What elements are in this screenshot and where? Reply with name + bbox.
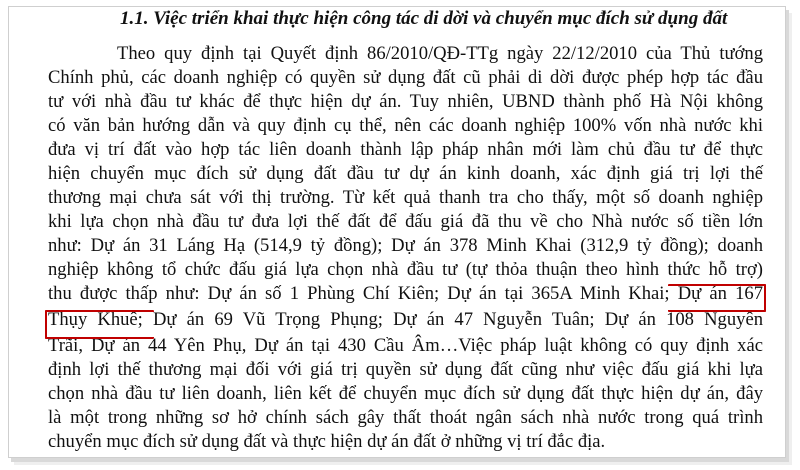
paragraph-line: chuyển mục đích sử dụng đất và thực hiện dự án đất ở những vị trí đắc địa. (48, 431, 606, 452)
paragraph-line: định lợi thế thương mại đối với giá trị quyền sử dụng đất cũng như việc đấu giá khi lựa (48, 359, 763, 380)
paragraph-line: Trãi, Dự án 44 Yên Phụ, Dự án tại 430 Cầu Âm…Việc pháp luật không có quy định xác (48, 335, 763, 356)
paragraph-line: như: Dự án 31 Láng Hạ (514,9 tỷ đồng); Dự án 378 Minh Khai (312,9 tỷ đồng); doanh (48, 235, 763, 256)
paragraph-line: chọn nhà đầu tư liên doanh, liên kết để chuyển mục đích sử dụng đất thực hiện dự án, đây (48, 383, 763, 404)
paragraph-line: khi lựa chọn nhà đầu tư đưa lợi thế đất để đấu giá đã thu về cho Nhà nước số tiền lớn (48, 211, 763, 232)
paragraph-line: nghiệp không tổ chức đấu giá lựa chọn nhà đầu tư (tự thỏa thuận theo hình thức hỗ trợ) (48, 259, 763, 280)
paragraph-line: đưa vị trí đất vào hợp tác liên doanh thành lập pháp nhân mới làm chủ đầu tư để thực (48, 139, 763, 160)
paragraph-line: hiện chuyển mục đích sử dụng đất đầu tư dự án kinh doanh, xác định giá trị lợi thế (48, 163, 763, 184)
section-heading: 1.1. Việc triển khai thực hiện công tác di dời và chuyển mục đích sử dụng đất (120, 8, 728, 29)
paragraph-line: thu được thấp như: Dự án số 1 Phùng Chí Kiên; Dự án tại 365A Minh Khai; Dự án 167 (48, 283, 763, 304)
paragraph-line: tư với nhà đầu tư khác để thực hiện dự án. Tuy nhiên, UBND thành phố Hà Nội không (48, 91, 763, 112)
paragraph-line: thương mại chưa sát với thị trường. Từ kết quả thanh tra cho thấy, một số doanh nghiệp (48, 187, 763, 208)
paragraph-line: Chính phủ, các doanh nghiệp có quyền sử dụng đất cũ phải di dời được phép hợp tác đầu (48, 67, 763, 88)
paragraph-line: Theo quy định tại Quyết định 86/2010/QĐ-TTg ngày 22/12/2010 của Thủ tướng (117, 43, 763, 64)
paragraph-line: là một trong những sơ hở chính sách gây thất thoát ngân sách nhà nước trong quá trình (48, 407, 763, 428)
paragraph-line: có văn bản hướng dẫn và quy định cụ thể, nên các doanh nghiệp 100% vốn nhà nước khi (48, 115, 763, 136)
paragraph-line: Thụy Khuê; Dự án 69 Vũ Trọng Phụng; Dự án 47 Nguyễn Tuân; Dự án 108 Nguyên (48, 309, 763, 330)
